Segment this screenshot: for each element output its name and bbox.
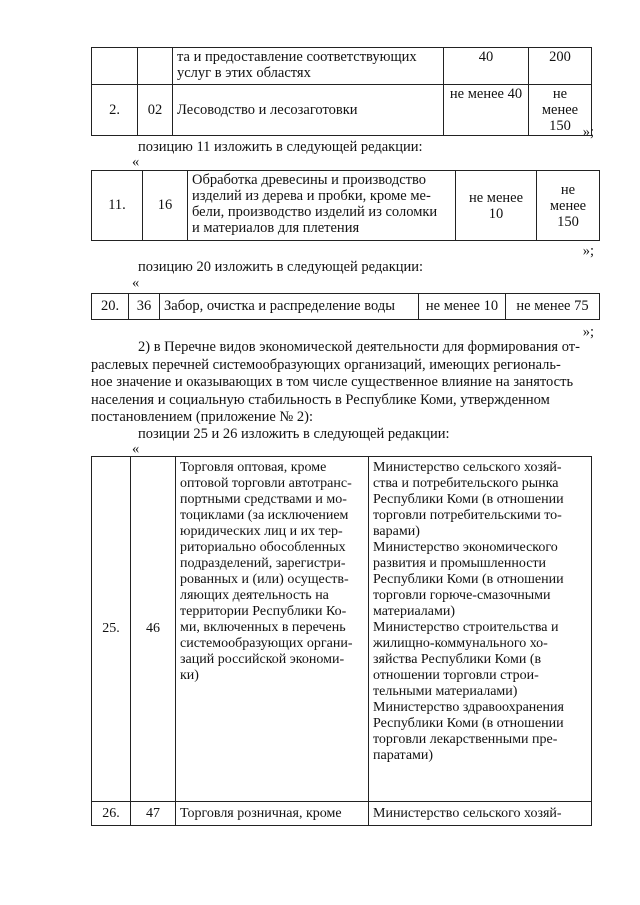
table-positions-25-26	[91, 456, 592, 826]
row-num: 26.	[92, 802, 131, 826]
row-text: Забор, очистка и распределение воды	[160, 294, 419, 320]
row-max: не менее 150	[537, 171, 600, 241]
intro-11: позицию 11 изложить в следующей редакции:	[138, 139, 423, 155]
row-code: 47	[131, 802, 176, 826]
row-code: 36	[129, 294, 160, 320]
t1-num	[92, 48, 138, 85]
t1-max: 200	[529, 48, 592, 85]
close-quote: »;	[582, 243, 594, 259]
row-max: не менее 150	[529, 85, 592, 136]
open-quote: «	[132, 441, 140, 457]
row-activity: Торговля оптовая, кроме оптовой торговли автотранс- портными средствами и мо- тоциклами (за исключением юридических лиц и их тер- риториально обособленных подразделений, зарегистри- рованных и (или) осуществ- ляющих деятельность на территории Республики Ко- ми, включенных в перечень системообразующих органи- заций российской экономи- ки)	[176, 457, 369, 802]
row-code: 46	[131, 457, 176, 802]
open-quote: «	[132, 154, 140, 170]
row-ministry: Министерство сельского хозяй-	[369, 802, 592, 826]
table-continuation	[91, 47, 592, 136]
row-min: не менее 40	[444, 85, 529, 136]
body-paragraph: 2) в Перечне видов экономической деятельности для формирования от- раслевых перечней системообразующих организаций, имеющих региональ- ное значение и оказывающих в том числе существенное влияние на занятость населения и социальную стабильность в Республике Коми, утвержденном постановлением (приложение № 2):	[91, 339, 580, 425]
t1-text: та и предоставление соответствующих услуг в этих областях	[173, 48, 444, 85]
open-quote: «	[132, 275, 140, 291]
row-text: Обработка древесины и производство изделий из дерева и пробки, кроме ме- бели, производство изделий из соломки и материалов для плетения	[188, 171, 456, 241]
row-text: Лесоводство и лесозаготовки	[173, 85, 444, 136]
t1-min: 40	[444, 48, 529, 85]
row-num: 20.	[92, 294, 129, 320]
row-min: не менее 10	[456, 171, 537, 241]
table-position-11	[91, 170, 600, 241]
row-activity: Торговля розничная, кроме	[176, 802, 369, 826]
intro-25-26: позиции 25 и 26 изложить в следующей редакции:	[138, 426, 450, 442]
table-position-20	[91, 293, 600, 320]
row-num: 11.	[92, 171, 143, 241]
row-max: не менее 75	[506, 294, 600, 320]
row-ministry: Министерство сельского хозяй- ства и потребительского рынка Республики Коми (в отношении торговли потребительскими то- варами) Министерство экономического развития и промышленности Республики Коми (в отношении торговли горюче-смазочными материалами) Министерство строительства и жилищно-коммунального хо- зяйства Республики Коми (в отношении торговли строи- тельными материалами) Министерство здравоохранения Республики Коми (в отношении торговли лекарственными пре- паратами)	[369, 457, 592, 802]
row-num: 25.	[92, 457, 131, 802]
row-code: 16	[143, 171, 188, 241]
t1-code	[138, 48, 173, 85]
intro-20: позицию 20 изложить в следующей редакции:	[138, 259, 424, 275]
close-quote: »;	[582, 324, 594, 340]
close-quote: »;	[582, 124, 594, 140]
row-code: 02	[138, 85, 173, 136]
row-num: 2.	[92, 85, 138, 136]
row-min: не менее 10	[419, 294, 506, 320]
